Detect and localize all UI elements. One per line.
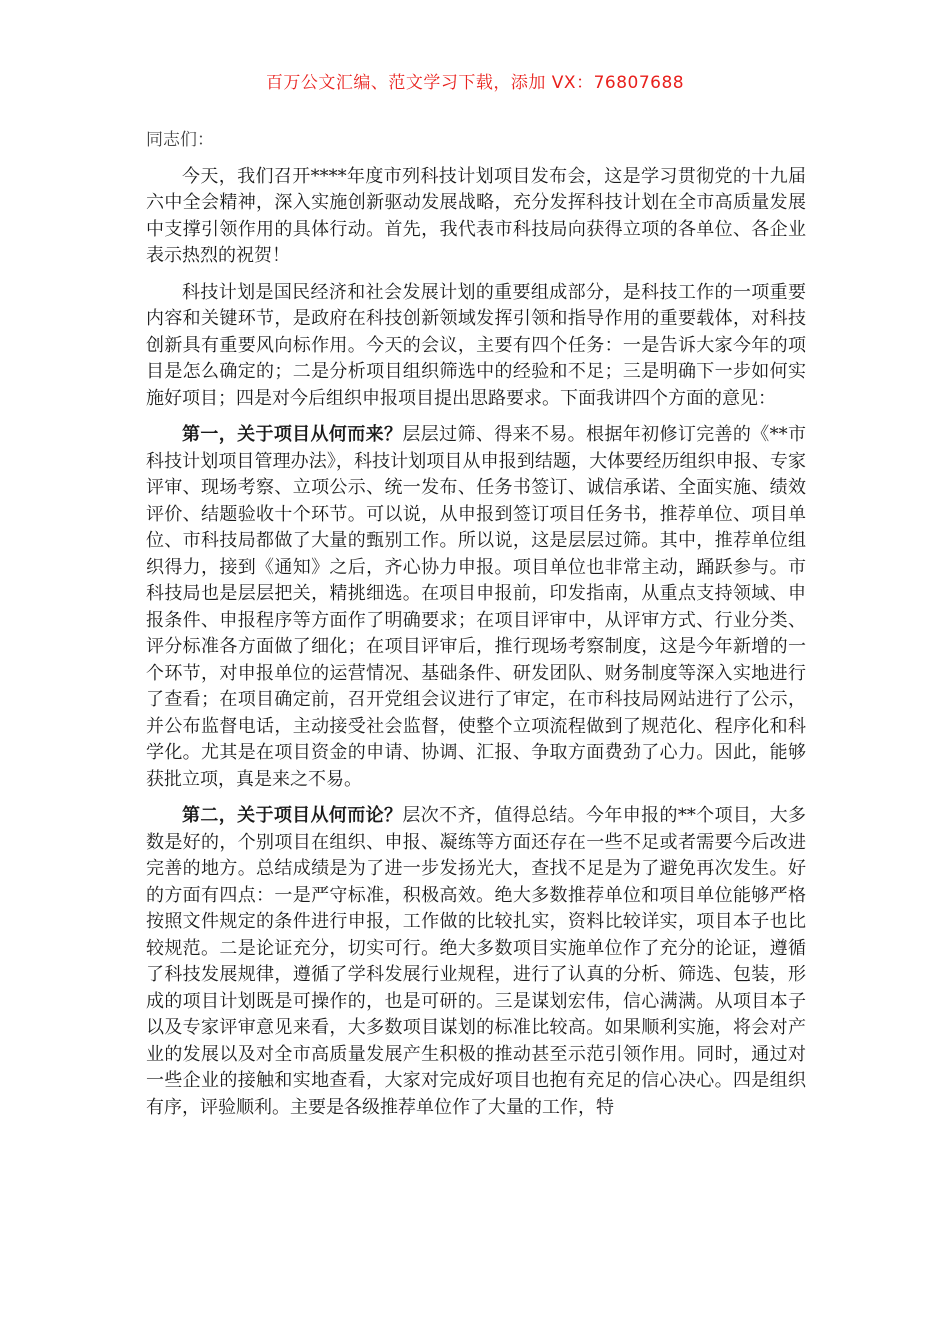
header-banner: 百万公文汇编、范文学习下载，添加 VX：76807688 — [265, 73, 685, 93]
paragraph-opening — [146, 164, 806, 270]
section-heading: 第一，关于项目从何而来？ — [182, 424, 403, 445]
paragraph-text: 层次不齐，值得总结。今年申报的**个项目，大多数是好的，个别项目在组织、申报、凝练等方面还存在一些不足或者需要今后改进完善的地方。总结成绩是为了进一步发扬光大，查找不足是为了避免再次发生。好的方面有四点：一是严守标准，积极高效。绝大多数推荐单位和项目单位能够严格按照文件规定的条件进行申报，工作做的比较扎实，资料比较详实，项目本子也比较规范。二是论证充分，切实可行。绝大多数项目实施单位作了充分的论证，遵循了科技发展规律，遵循了学科发展行业规程，进行了认真的分析、筛选、包装，形成的项目计划既是可操作的，也是可研的。三是谋划宏伟，信心满满。从项目本子以及专家评审意见来看，大多数项目谋划的标准比较高。如果顺利实施，将会对产业的发展以及对全市高质量发展产生积极的推动甚至示范引领作用。同时，通过对一些企业的接触和实地查看，大家对完成好项目也抱有充足的信心决心。四是组织有序，评验顺利。主要是各级推荐单位作了大量的工作，特 — [146, 805, 807, 1118]
paragraph-overview — [146, 280, 806, 413]
section-heading: 第二，关于项目从何而论？ — [182, 805, 403, 826]
paragraph-text: 今天，我们召开****年度市列科技计划项目发布会，这是学习贯彻党的十九届六中全会精神，深入实施创新驱动发展战略，充分发挥科技计划在全市高质量发展中支撑引领作用的具体行动。首先，我代表市科技局向获得立项的各单位、各企业表示热烈的祝贺！ — [146, 165, 806, 266]
paragraph-section-1 — [146, 422, 806, 793]
document-body — [146, 127, 806, 1131]
paragraph-section-2 — [146, 803, 806, 1121]
paragraph-text: 科技计划是国民经济和社会发展计划的重要组成部分，是科技工作的一项重要内容和关键环节，是政府在科技创新领域发挥引领和指导作用的重要载体，对科技创新具有重要风向标作用。今天的会议，主要有四个任务：一是告诉大家今年的项目是怎么确定的；二是分析项目组织筛选中的经验和不足；三是明确下一步如何实施好项目；四是对今后组织申报项目提出思路要求。下面我讲四个方面的意见： — [146, 281, 806, 409]
paragraph-text: 层层过筛、得来不易。根据年初修订完善的《**市科技计划项目管理办法》，科技计划项目从申报到结题，大体要经历组织申报、专家评审、现场考察、立项公示、统一发布、任务书签订、诚信承诺、全面实施、绩效评价、结题验收十个环节。可以说，从申报到签订项目任务书，推荐单位、项目单位、市科技局都做了大量的甄别工作。所以说，这是层层过筛。其中，推荐单位组织得力，接到《通知》之后，齐心协力申报。项目单位也非常主动，踊跃参与。市科技局也是层层把关，精挑细选。在项目申报前，印发指南，从重点支持领域、申报条件、申报程序等方面作了明确要求；在项目评审中，从评审方式、行业分类、评分标准各方面做了细化；在项目评审后，推行现场考察制度，这是今年新增的一个环节，对申报单位的运营情况、基础条件、研发团队、财务制度等深入实地进行了查看；在项目确定前，召开党组会议进行了审定，在市科技局网站进行了公示，并公布监督电话，主动接受社会监督，使整个立项流程做到了规范化、程序化和科学化。尤其是在项目资金的申请、协调、汇报、争取方面费劲了心力。因此，能够获批立项，真是来之不易。 — [146, 424, 807, 790]
salutation: 同志们： — [146, 130, 214, 150]
